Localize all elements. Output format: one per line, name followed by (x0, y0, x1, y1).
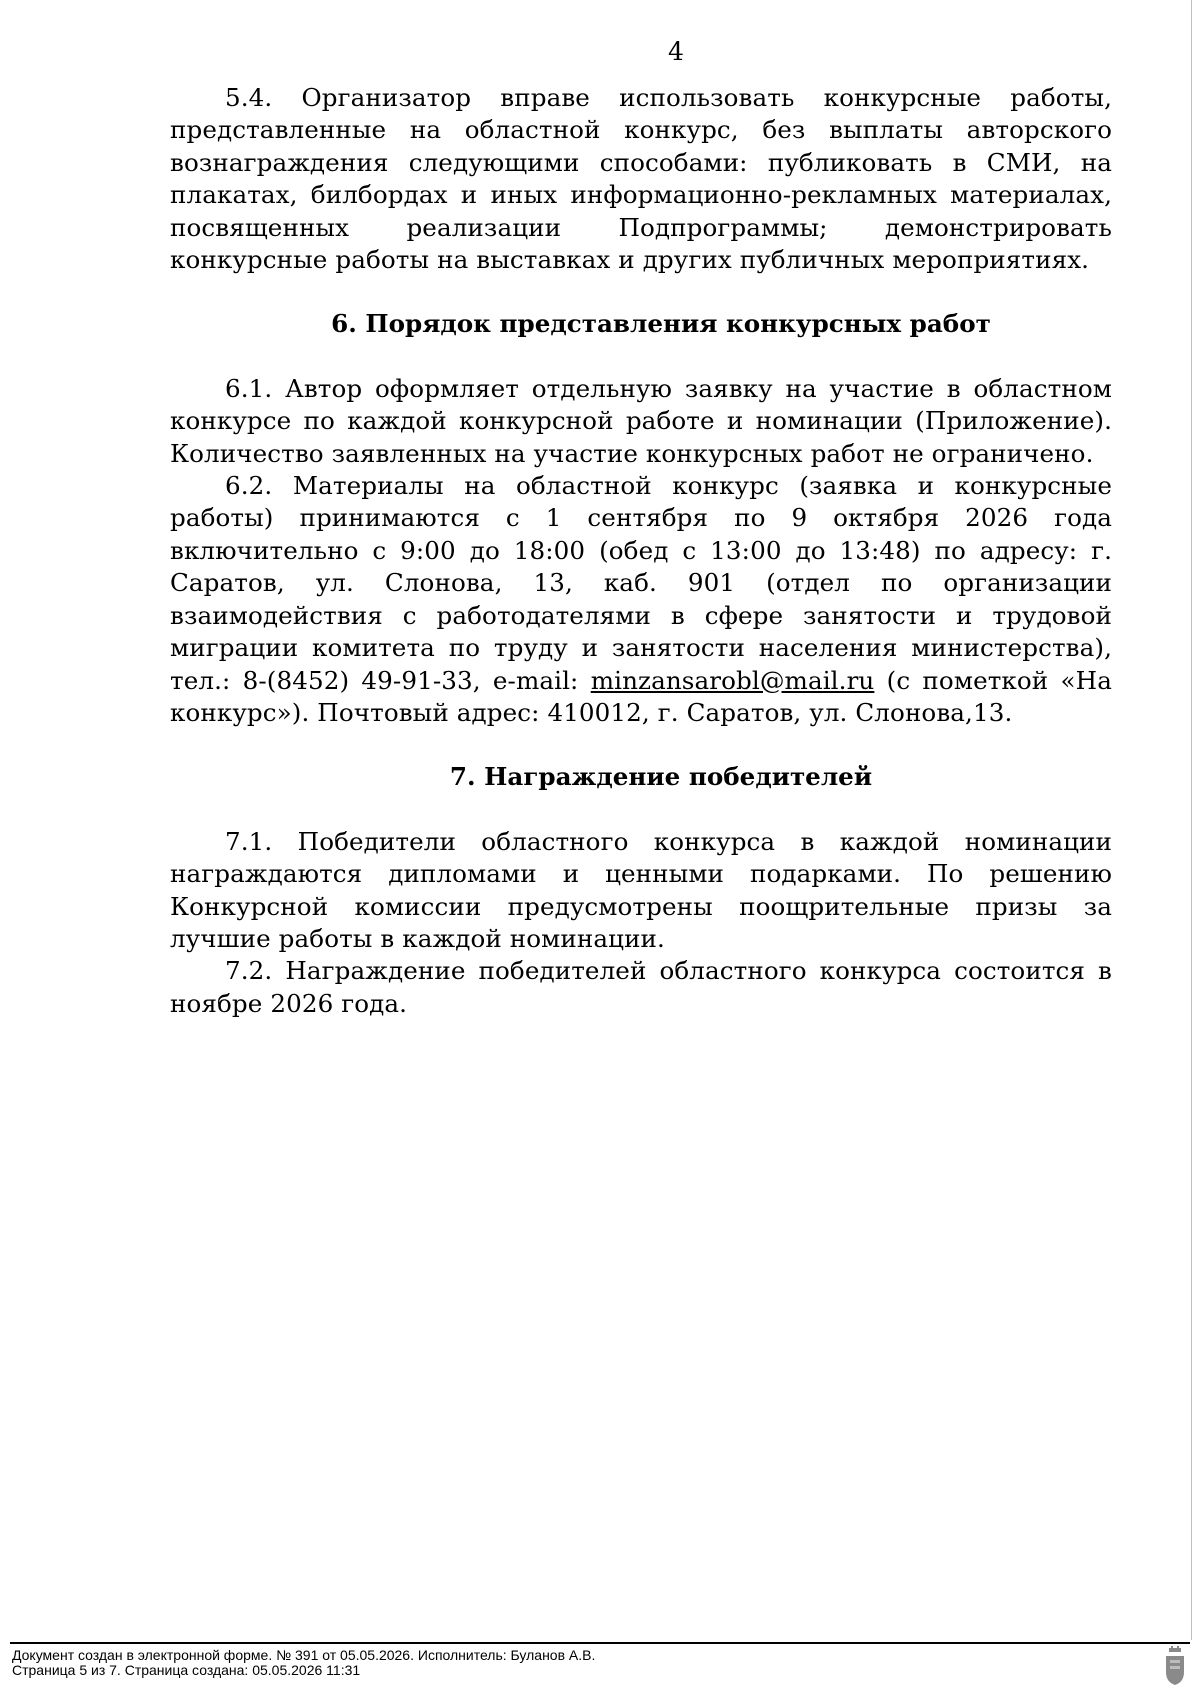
paragraph-7-2: 7.2. Награждение победителей областного конкурса состоится в ноябре 2026 года. (170, 956, 1112, 1018)
document-body (170, 82, 1112, 1020)
paragraph-6-1: 6.1. Автор оформляет отдельную заявку на участие в областном конкурсе по каждой конкурсной работе и номинации (Приложение). Количество заявленных на участие конкурсных работ не ограничено. (170, 373, 1112, 468)
section-7-heading: 7. Награждение победителей (449, 762, 873, 792)
paragraph-7-1: 7.1. Победители областного конкурса в каждой номинации награждаются дипломами и ценными подарками. По решению Конкурсной комиссии предусмотрены поощрительные призы за лучшие работы в каждой номинации. (170, 826, 1112, 953)
paragraph-6-2-text-start: 6.2. Материалы на областной конкурс (заявка и конкурсные работы) принимаются с 1 сентября по 9 октября 2026 года включительно с 9:00 до 18:00 (обед с 13:00 до 13:48) по адресу: г. Саратов, ул. Слонова, 13, каб. 901 (отдел по организации взаимодействия с работодателями в сфере занятости и трудовой миграции комитета по труду и занятости населения министерства), тел.: 8-(8452) 49-91-33, e-mail: (170, 471, 1112, 695)
spacer (170, 729, 1112, 761)
paragraph-5-4: 5.4. Организатор вправе использовать конкурсные работы, представленные на областной конкурс, без выплаты авторского вознаграждения следующими способами: публиковать в СМИ, на плакатах, билбордах и иных информационно-рекламных материалах, посвященных реализации Подпрограммы; демонстрировать конкурсные работы на выставках и других публичных мероприятиях. (170, 83, 1112, 275)
page-number: 4 (668, 37, 684, 66)
footer-line-1: Документ создан в электронной форме. № 391 от 05.05.2026. Исполнитель: Буланов А.В. (12, 1647, 596, 1663)
section-6-heading: 6. Порядок представления конкурсных работ (331, 309, 991, 339)
spacer (170, 341, 1112, 373)
coat-of-arms-icon (1164, 1646, 1186, 1686)
page-edge (1191, 0, 1192, 1640)
spacer (170, 276, 1112, 308)
footer-divider (10, 1642, 1190, 1644)
footer-line-2: Страница 5 из 7. Страница создана: 05.05.2026 11:31 (12, 1662, 361, 1678)
footer (12, 1648, 595, 1678)
paragraph-6-2 (170, 470, 1112, 729)
spacer (170, 794, 1112, 826)
paragraph-6-2-text-end: (с пометкой «На конкурс»). Почтовый адрес: 410012, г. Саратов, ул. Слонова,13. (170, 665, 1112, 727)
email-link[interactable]: minzansarobl@mail.ru (590, 665, 875, 695)
